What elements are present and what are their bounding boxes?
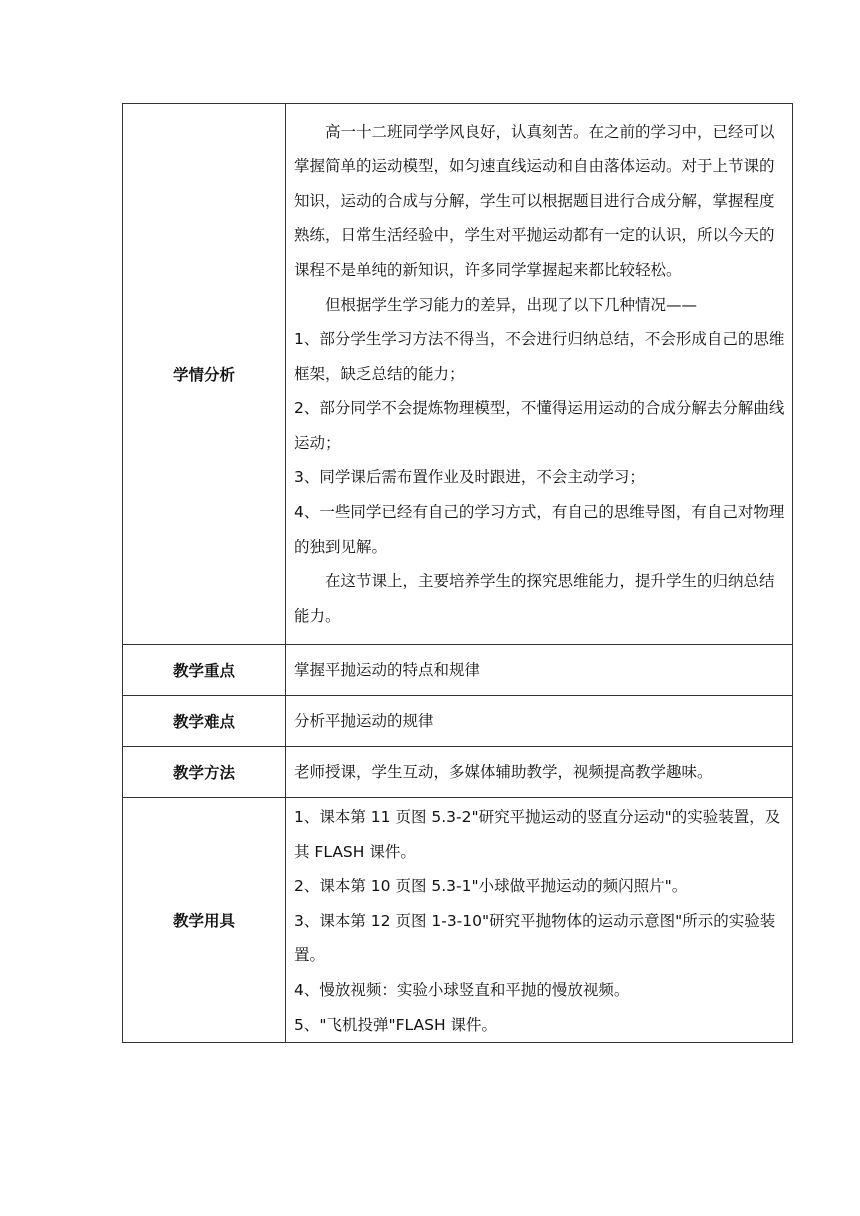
analysis-paragraph-conclusion: 在这节课上，主要培养学生的探究思维能力，提升学生的归纳总结能力。 [294, 572, 775, 625]
analysis-paragraph-intro: 高一十二班同学学风良好，认真刻苦。在之前的学习中，已经可以掌握简单的运动模型，如匀速直线运动和自由落体运动。对于上节课的知识，运动的合成与分解，学生可以根据题目进行合成分解，掌握程度熟练，日常生活经验中，学生对平抛运动都有一定的认识，所以今天的课程不是单纯的新知识，许多同学掌握起来都比较轻松。 [294, 122, 775, 279]
label-focus: 教学重点 [123, 645, 286, 696]
label-difficulty: 教学难点 [123, 696, 286, 747]
tools-item-3: 3、课本第 12 页图 1-3-10"研究平抛物体的运动示意图"所示的实验装置。 [294, 911, 776, 965]
table-row-difficulty [123, 696, 793, 747]
tools-item-5: 5、"飞机投弹"FLASH 课件。 [294, 1015, 498, 1034]
analysis-item-3: 3、同学课后需布置作业及时跟进，不会主动学习； [294, 468, 645, 487]
label-method: 教学方法 [123, 747, 286, 798]
table-row-analysis [123, 104, 793, 645]
tools-item-4: 4、慢放视频：实验小球竖直和平抛的慢放视频。 [294, 980, 630, 999]
tools-item-1: 1、课本第 11 页图 5.3-2"研究平抛运动的竖直分运动"的实验装置，及其 FLASH 课件。 [294, 808, 781, 861]
label-tools: 教学用具 [123, 798, 286, 1043]
lesson-plan-table [122, 103, 793, 1043]
analysis-item-2: 2、部分同学不会提炼物理模型，不懂得运用运动的合成分解去分解曲线运动； [294, 399, 785, 452]
label-analysis: 学情分析 [123, 104, 286, 645]
analysis-paragraph-lead: 但根据学生学习能力的差异，出现了以下几种情况—— [325, 295, 698, 314]
analysis-item-4: 4、一些同学已经有自己的学习方式，有自己的思维导图，有自己对物理的独到见解。 [294, 503, 785, 556]
table-row-focus [123, 645, 793, 696]
content-analysis [286, 104, 793, 645]
content-tools [286, 798, 793, 1043]
table-row-tools [123, 798, 793, 1043]
content-focus: 掌握平抛运动的特点和规律 [286, 645, 793, 696]
content-method: 老师授课，学生互动，多媒体辅助教学，视频提高教学趣味。 [286, 747, 793, 798]
analysis-item-1: 1、部分学生学习方法不得当，不会进行归纳总结，不会形成自己的思维框架，缺乏总结的能力； [294, 330, 785, 383]
table-row-method [123, 747, 793, 798]
tools-item-2: 2、课本第 10 页图 5.3-1"小球做平抛运动的频闪照片"。 [294, 877, 688, 896]
content-difficulty: 分析平抛运动的规律 [286, 696, 793, 747]
